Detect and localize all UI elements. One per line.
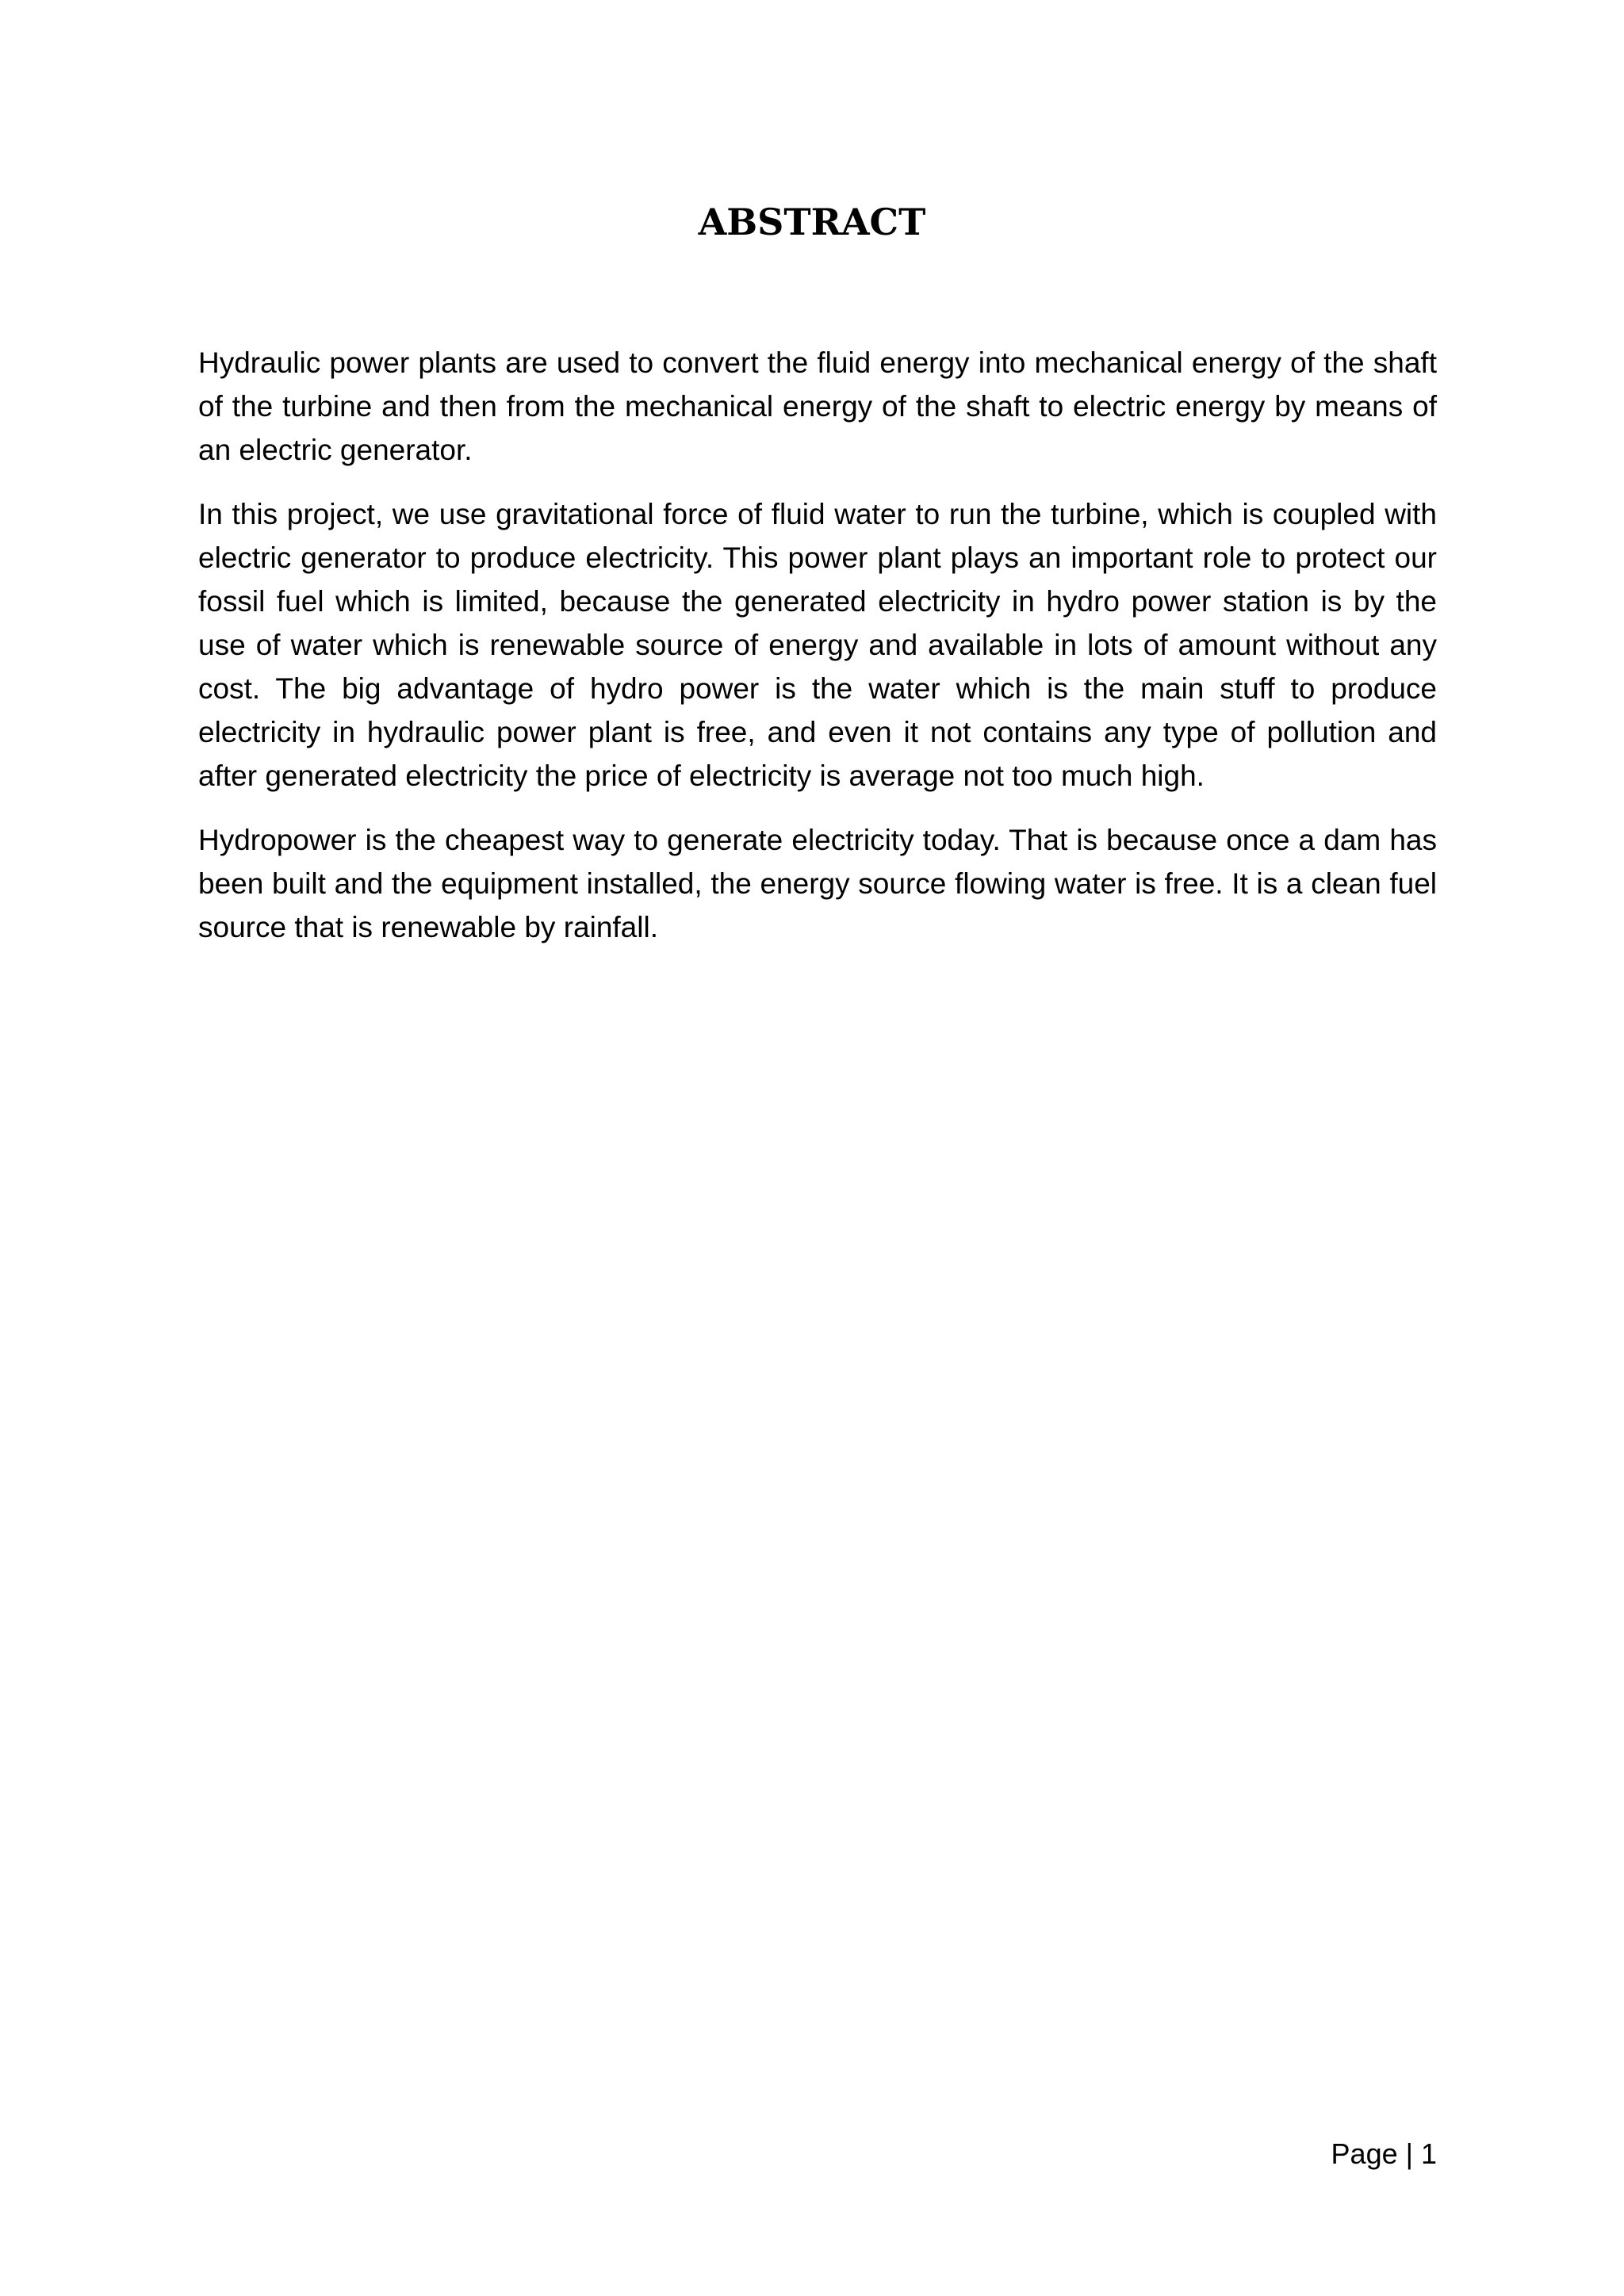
abstract-paragraph-3: Hydropower is the cheapest way to generate electricity today. That is because once a dam has been built and the equipment installed, the energy source flowing water is free. It is a clean fuel source that is renewable by rainfall. — [198, 824, 1437, 943]
abstract-paragraph-2: In this project, we use gravitational force of fluid water to run the turbine, which is coupled with electric generator to produce electricity. This power plant plays an important role to protect our fossil fuel which is limited, because the generated electricity in hydro power station is by the use of water which is renewable source of energy and available in lots of amount without any cost. The big advantage of hydro power is the water which is the main stuff to produce electricity in hydraulic power plant is free, and even it not contains any type of pollution and after generated electricity the price of electricity is average not too much high. — [198, 498, 1437, 792]
page-title: ABSTRACT — [698, 201, 926, 243]
abstract-paragraph-1: Hydraulic power plants are used to convert the fluid energy into mechanical energy of the shaft of the turbine and then from the mechanical energy of the shaft to electric energy by means of an electric generator. — [198, 346, 1437, 466]
abstract-body — [198, 341, 1437, 970]
page-number-footer: Page | 1 — [1331, 2137, 1437, 2170]
